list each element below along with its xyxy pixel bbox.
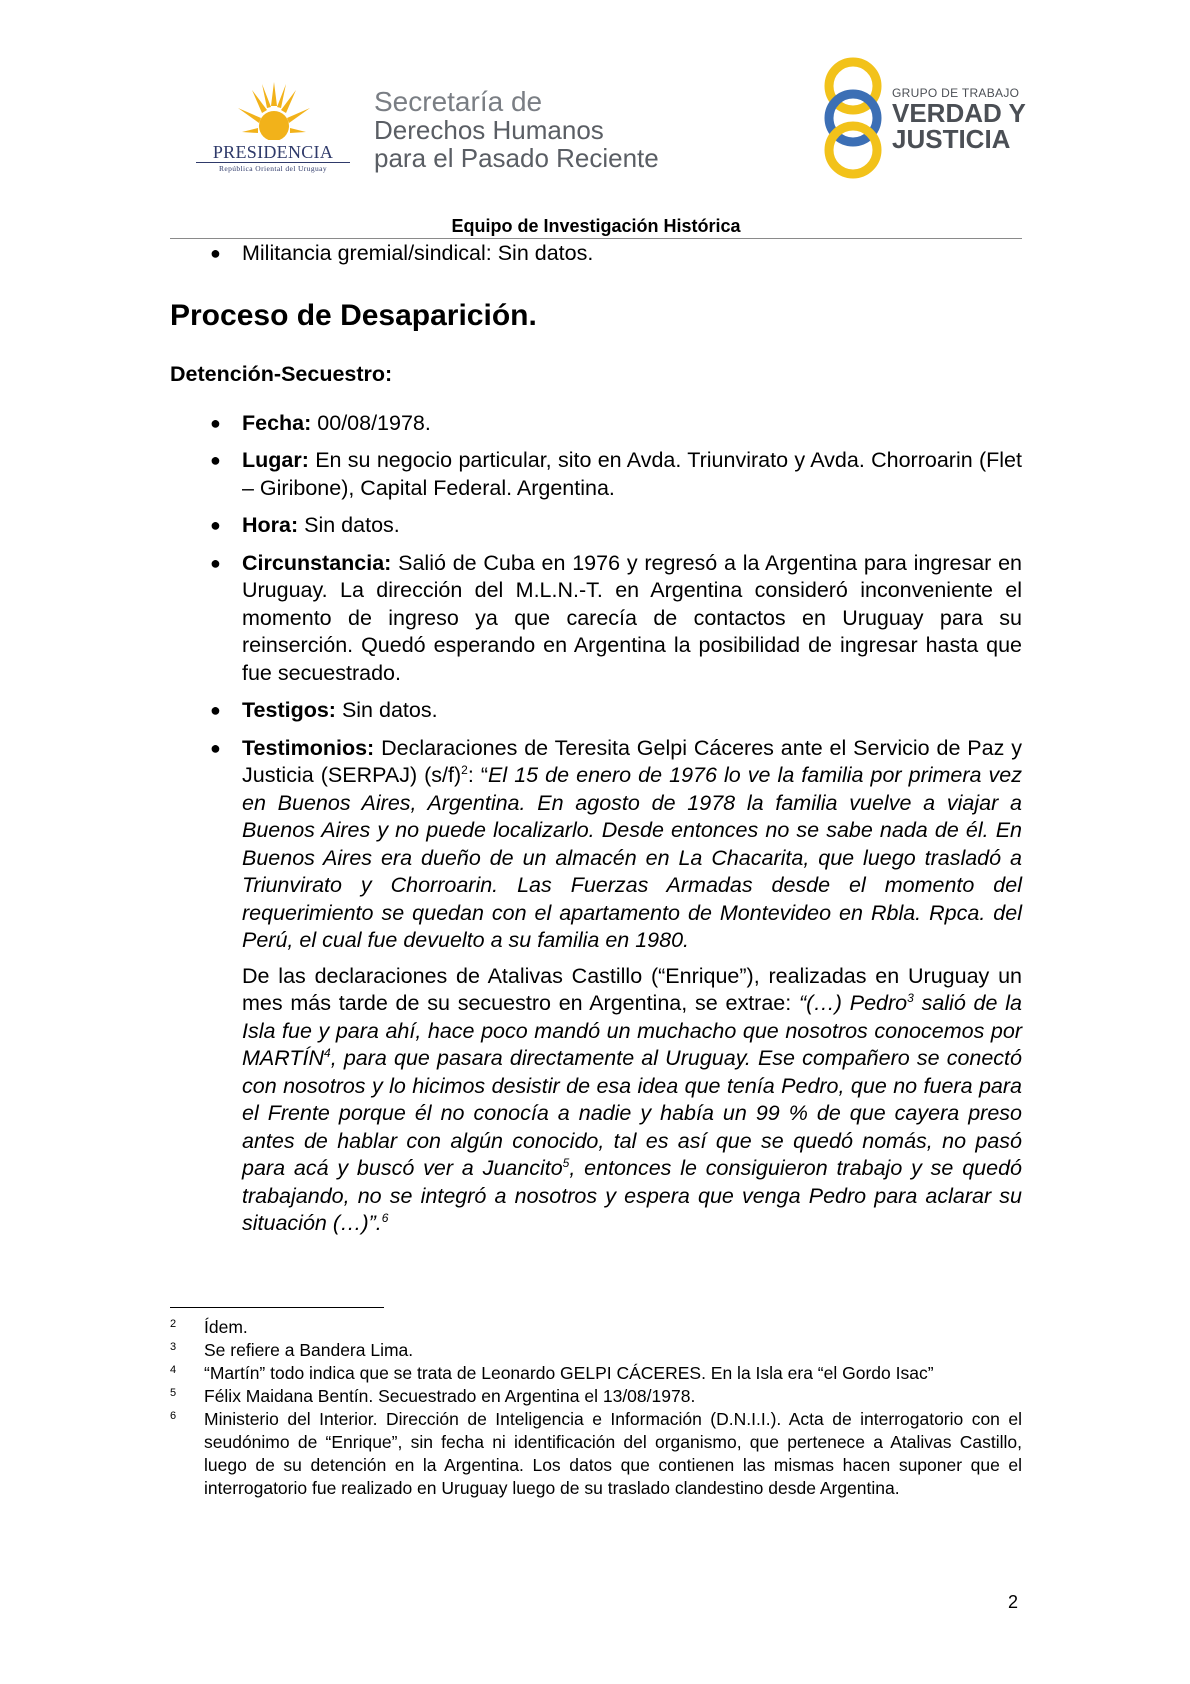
footnote-divider [170, 1307, 384, 1308]
castillo-quote-4: , entonces le consiguieron trabajo y se quedó trabajando, no se integró a nosotros y espera que venga Pedro para aclarar su situación (…)”. [242, 1156, 1022, 1235]
testigos-label: Testigos: [242, 698, 336, 722]
bullet-icon: ● [210, 412, 221, 433]
footnote-text: Ídem. [204, 1317, 248, 1337]
presidencia-subtitle: República Oriental del Uruguay [218, 164, 327, 173]
list-item-hora [170, 512, 1022, 540]
gtvj-title [892, 100, 1026, 152]
footnote-text: Se refiere a Bandera Lima. [204, 1340, 414, 1360]
main-content [170, 240, 1022, 1238]
list-item-militancia [170, 240, 1022, 268]
list-item-lugar [170, 447, 1022, 502]
sub-title: Detención-Secuestro: [170, 361, 393, 386]
secretaria-line-3: para el Pasado Reciente [374, 143, 659, 173]
team-title: Equipo de Investigación Histórica [451, 216, 741, 236]
lugar-label: Lugar: [242, 448, 309, 472]
list-item-testigos [170, 697, 1022, 725]
footnote-5 [170, 1385, 1022, 1408]
castillo-quote-3: , para que pasara directamente al Uruguay. Ese compañero se conectó con nosotros y lo hicimos desistir de esa idea que tenía Pedro, que no fuera para el Frente porque él no conocía a nadie y había un 99 % de que cayera preso antes de hablar con algún conocido, tal es así que se quedó nomás, no pasó para acá y buscó ver a Juancito [242, 1046, 1022, 1180]
testimonios-colon: : “ [467, 763, 489, 787]
footnote-text: “Martín” todo indica que se trata de Leonardo GELPI CÁCERES. En la Isla era “el Gordo Isac” [204, 1363, 934, 1383]
hora-label: Hora: [242, 513, 299, 537]
testimonios-label: Testimonios: [242, 735, 375, 760]
gtvj-title-line-1: VERDAD Y [892, 98, 1026, 128]
footnote-ref-2[interactable]: 2 [461, 762, 468, 777]
footnote-number: 4 [170, 1364, 177, 1376]
bullet-icon: ● [210, 737, 221, 758]
presidencia-divider [196, 162, 350, 163]
bullet-icon: ● [210, 552, 221, 573]
rings-icon [818, 56, 888, 180]
footnote-number: 5 [170, 1387, 177, 1399]
testigos-value: Sin datos. [335, 698, 438, 722]
castillo-intro: De las declaraciones de Atalivas Castillo (“Enrique”), realizadas en Uruguay un mes más tarde de su secuestro en Argentina, se extrae: [242, 963, 1022, 1015]
castillo-paragraph [170, 963, 1022, 1238]
presidencia-logo [196, 78, 346, 178]
bullet-icon: ● [210, 700, 221, 720]
page-number: 2 [1008, 1592, 1019, 1612]
circunstancia-value: Salió de Cuba en 1976 y regresó a la Argentina para ingresar en Uruguay. La dirección del M.L.N.-T. en Argentina consideró inconveniente el momento de ingreso ya que carecía de contactos en Uruguay para su reinserción. Quedó esperando en Argentina la posibilidad de ingresar hasta que fue secuestrado. [242, 550, 1022, 685]
footnote-2 [170, 1316, 1022, 1339]
verdad-justicia-logo [818, 56, 1038, 180]
secretaria-line-2: Derechos Humanos [374, 115, 604, 145]
footnote-number: 2 [170, 1318, 177, 1330]
footnotes [170, 1316, 1022, 1500]
secretaria-line-1: Secretaría de [374, 86, 543, 117]
footnote-6 [170, 1408, 1022, 1500]
gtvj-subtitle: GRUPO DE TRABAJO [892, 86, 1020, 100]
section-title: Proceso de Desaparición. [170, 298, 537, 332]
footnote-text: Ministerio del Interior. Dirección de Inteligencia e Información (D.N.I.I.). Acta de interrogatorio con el seudónimo de “Enrique”, sin fecha ni identificación del organismo, que pertenece a Atalivas Castillo, luego de su detención en la Argentina. Los datos que contienen las mismas hacen suponer que el interrogatorio fue realizado en Uruguay luego de su traslado clandestino desde Argentina. [204, 1409, 1022, 1498]
castillo-quote-1: “(…) Pedro [798, 991, 908, 1015]
castillo-quote-2: salió de la Isla fue y para ahí, hace poco mandó un muchacho que nosotros conocemos por MARTÍN [242, 991, 1022, 1070]
lugar-value: En su negocio particular, sito en Avda. Triunvirato y Avda. Chorroarin (Flet – Giribone), Capital Federal. Argentina. [242, 448, 1022, 500]
footnote-text: Félix Maidana Bentín. Secuestrado en Argentina el 13/08/1978. [204, 1386, 696, 1406]
list-item-testimonios [170, 735, 1022, 955]
list-item-fecha [170, 410, 1022, 438]
fecha-label: Fecha: [242, 410, 312, 435]
gtvj-title-line-2: JUSTICIA [892, 124, 1011, 154]
bullet-icon: ● [210, 515, 221, 535]
circunstancia-label: Circunstancia: [242, 550, 392, 575]
footnote-ref-6[interactable]: 6 [381, 1210, 389, 1225]
footnote-number: 3 [170, 1341, 177, 1353]
bullet-icon: ● [210, 450, 221, 470]
header-divider [170, 238, 1022, 239]
presidencia-wordmark: PRESIDENCIA [212, 142, 334, 162]
footnote-3 [170, 1339, 1022, 1362]
sun-icon [238, 82, 310, 144]
militancia-text: Militancia gremial/sindical: Sin datos. [242, 241, 594, 265]
footnote-ref-3[interactable]: 3 [907, 990, 914, 1005]
testimonios-intro: Declaraciones de Teresita Gelpi Cáceres ante el Servicio de Paz y Justicia (SERPAJ) (s/f) [242, 735, 1022, 787]
fecha-value: 00/08/1978. [311, 410, 431, 435]
footnote-4 [170, 1362, 1022, 1385]
bullet-icon: ● [210, 243, 221, 263]
footnote-ref-4[interactable]: 4 [324, 1045, 331, 1060]
testimonios-quote: El 15 de enero de 1976 lo ve la familia por primera vez en Buenos Aires, Argentina. En agosto de 1978 la familia vuelve a viajar a Buenos Aires y no puede localizarlo. Desde entonces no se sabe nada de él. En Buenos Aires era dueño de un almacén en La Chacarita, que luego trasladó a Triunvirato y Chorroarin. Las Fuerzas Armadas desde el momento del requerimiento se quedan con el apartamento de Montevideo en Rbla. Rpca. del Perú, el cual fue devuelto a su familia en 1980. [242, 763, 1023, 952]
hora-value: Sin datos. [298, 513, 400, 537]
list-item-circunstancia [170, 550, 1022, 688]
detention-list [170, 410, 1022, 955]
page-header [0, 0, 1190, 240]
militancia-list [170, 240, 1022, 268]
secretaria-logo-text [374, 88, 659, 172]
footnote-number: 6 [170, 1410, 177, 1422]
footnote-ref-5[interactable]: 5 [562, 1155, 570, 1170]
